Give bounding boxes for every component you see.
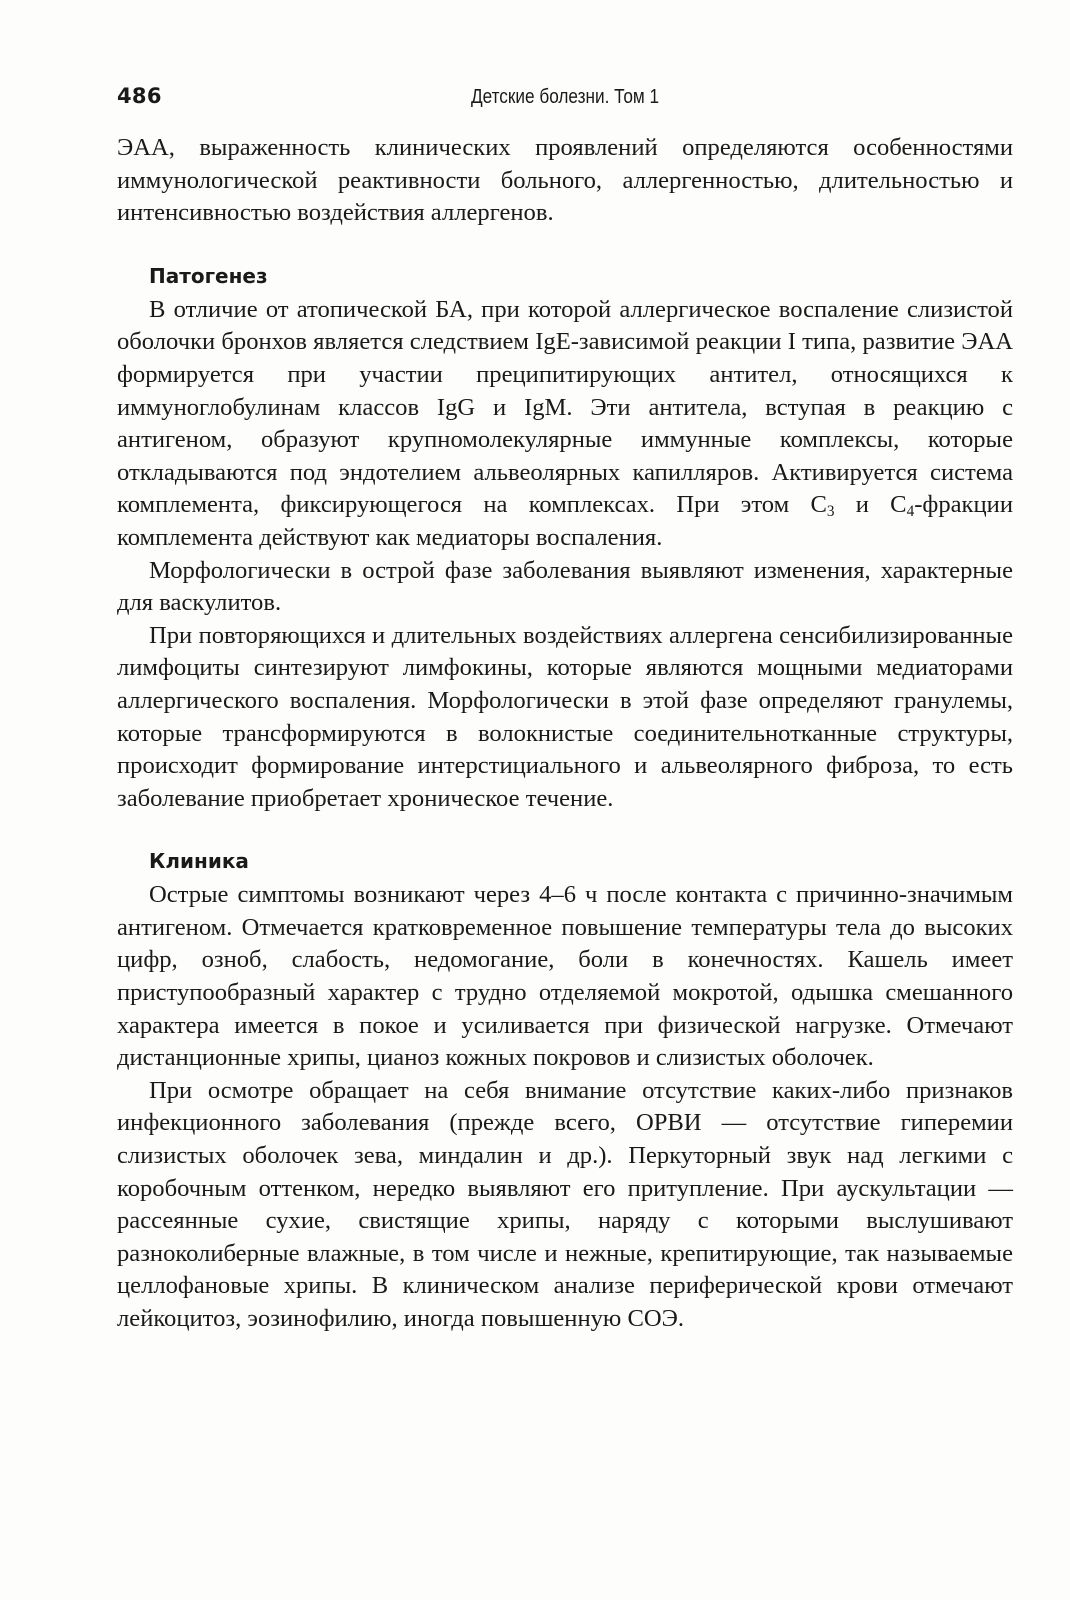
pathogenesis-paragraph-1 — [117, 294, 1013, 555]
complement-c4-subscript: 4 — [906, 503, 915, 521]
page-content — [117, 132, 1013, 1336]
pathogenesis-paragraph-3: При повторяющихся и длительных воздействиях аллергена сенсибилизированные лимфоциты синтезируют лимфокины, которые являются мощными медиаторами аллергического воспаления. Морфологически в этой фазе определяют гранулемы, которые трансформируются в волокнистые соединительнотканные структуры, происходит формирование интерстициального и альвеолярного фиброза, то есть заболевание приобретает хроническое течение. — [117, 621, 1013, 812]
pathogenesis-paragraph-2: Морфологически в острой фазе заболевания выявляют изменения, характерные для васкулитов. — [117, 556, 1013, 617]
page-number: 486 — [117, 84, 162, 108]
pathogenesis-p1-text-2: и C — [834, 491, 907, 519]
pathogenesis-heading: Патогенез — [149, 263, 268, 288]
clinic-heading: Клиника — [149, 849, 249, 874]
intro-paragraph: ЭАА, выраженность клинических проявлений определяются особенностями иммунологической реактивности больного, аллергенностью, длительностью и интенсивностью воздействия аллергенов. — [117, 134, 1013, 227]
pathogenesis-p1-text-1: В отличие от атопической БА, при которой аллергическое воспаление слизистой оболочки бронхов является следствием IgE-зависимой реакции I типа, развитие ЭАА формируется при участии преципитирующих антител, относящихся к иммуноглобулинам классов IgG и IgM. Эти антитела, вступая в реакцию с антигеном, образуют крупномолекулярные иммунные комплексы, которые откладываются под эндотелием альвеолярных капилляров. Активируется система комплемента, фиксирующегося на комплексах. При этом C — [117, 295, 1013, 519]
complement-c3-subscript: 3 — [826, 503, 835, 521]
pathogenesis-p1-text-3: -фракции комплемента действуют как медиаторы воспаления. — [117, 491, 1013, 551]
clinic-paragraph-2: При осмотре обращает на себя внимание отсутствие каких-либо признаков инфекционного заболевания (прежде всего, ОРВИ — отсутствие гиперемии слизистых оболочек зева, миндалин и др.). Перкуторный звук над легкими с коробочным оттенком, нередко выявляют его притупление. При аускультации — рассеянные сухие, свистящие хрипы, наряду с которыми выслушивают разноколиберные влажные, в том числе и нежные, крепитирующие, так называемые целлофановые хрипы. В клиническом анализе периферической крови отмечают лейкоцитоз, эозинофилию, иногда повышенную СОЭ. — [117, 1076, 1013, 1332]
running-head — [117, 84, 1013, 114]
clinic-paragraph-1: Острые симптомы возникают через 4–6 ч после контакта с причинно-значимым антигеном. Отмечается кратковременное повышение температуры тела до высоких цифр, озноб, слабость, недомогание, боли в конечностях. Кашель имеет приступообразный характер с трудно отделяемой мокротой, одышка смешанного характера имеется в покое и усиливается при физической нагрузке. Отмечают дистанционные хрипы, цианоз кожных покровов и слизистых оболочек. — [117, 881, 1013, 1072]
book-title: Детские болезни. Том 1 — [470, 86, 660, 108]
